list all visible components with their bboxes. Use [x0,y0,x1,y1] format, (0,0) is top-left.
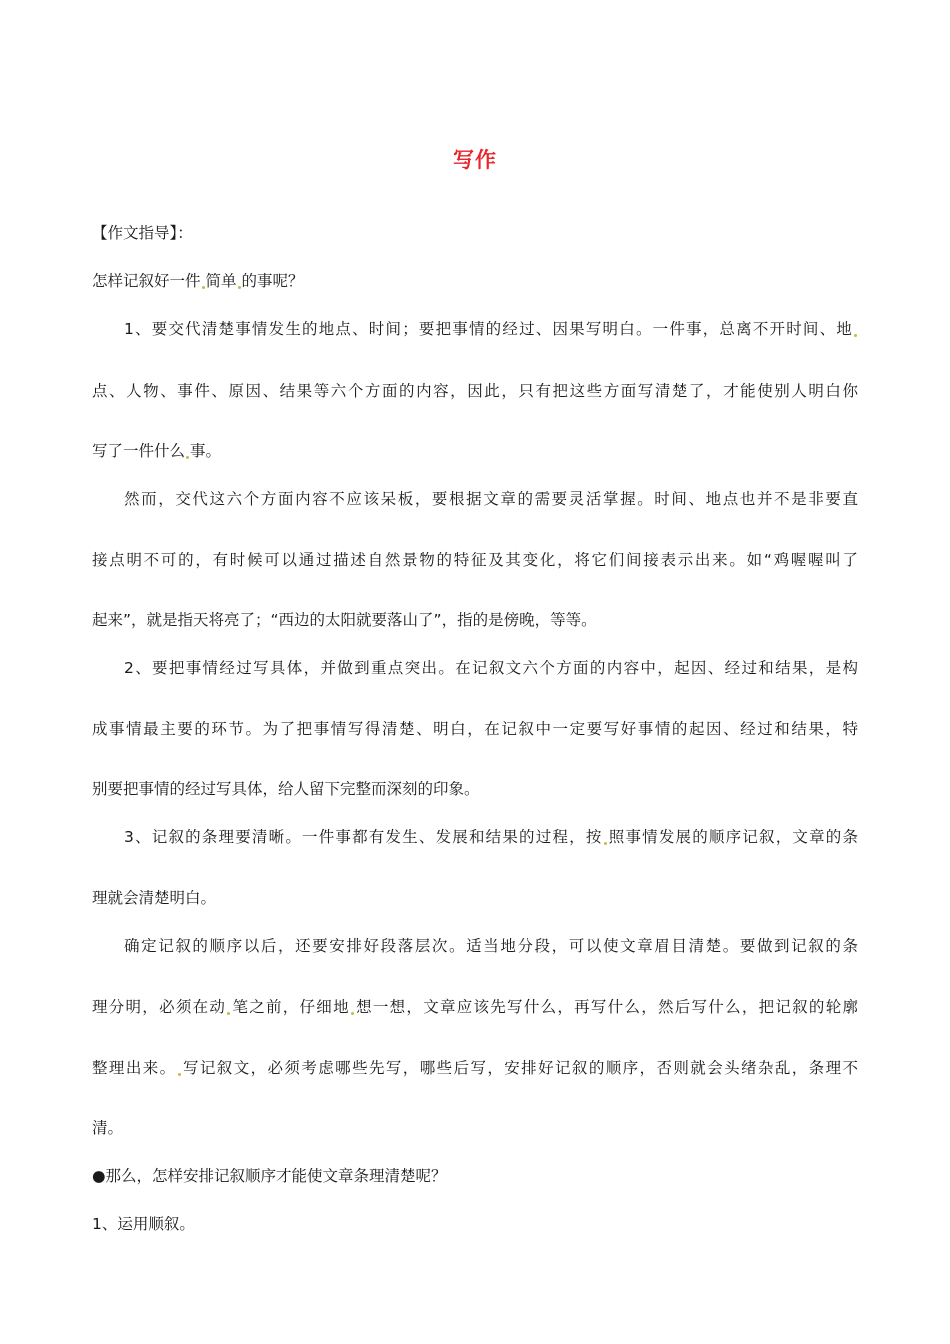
p5-line-2a: 理分明，必须在动 [92,998,227,1016]
p3-line-1: 2、要把事情经过写具体，并做到重点突出。在记叙文六个方面的内容中，起因、经过和结果，是构 [124,659,858,677]
p5-line-2c: 想一想，文章应该先写什么，再写什么，然后写什么，把记叙的轮廓 [354,998,858,1016]
page-title: 写作 [453,148,497,172]
p2-line-1: 然而，交代这六个方面内容不应该呆板，要根据文章的需要灵活掌握。时间、地点也并不是非要直 [124,490,858,508]
p5-line-2b: 笔之前，仔细地 [231,998,350,1016]
emphasis-dot [854,334,857,337]
p5-line-1: 确定记叙的顺序以后，还要安排好段落层次。适当地分段，可以使文章眉目清楚。要做到记叙的条 [124,937,858,955]
p2-line-2: 接点明不可的，有时候可以通过描述自然景物的特征及其变化，将它们间接表示出来。如“鸡喔喔叫了 [92,551,858,569]
emphasis-dot [178,1073,181,1076]
p1-line-3 [92,440,221,462]
emphasis-dot [227,1012,230,1015]
p1-line-2: 点、人物、事件、原因、结果等六个方面的内容，因此，只有把这些方面写清楚了，才能使别人明白你 [92,382,858,400]
p3-line-2: 成事情最主要的环节。为了把事情写得清楚、明白，在记叙中一定要写好事情的起因、经过和结果，特 [92,720,858,738]
p2-line-3: 起来”，就是指天将亮了；“西边的太阳就要落山了”，指的是傍晚，等等。 [92,611,597,629]
section-heading: 【作文指导】： [92,224,193,242]
question-part-1: 怎样记叙好一件 [92,272,201,290]
p5-line-2 [92,996,858,1018]
question-part-2: 简单 [205,272,237,290]
question-part-3: 的事呢？ [241,272,304,290]
p4-line-1 [124,826,858,848]
p4-line-1a: 3、记叙的条理要清晰。一件事都有发生、发展和结果的过程，按 [124,828,603,846]
p3-line-3: 别要把事情的经过写具体，给人留下完整而深刻的印象。 [92,780,480,798]
p1-line-1 [124,318,858,340]
p4-line-2: 理就会清楚明白。 [92,889,217,907]
item-1: 1、运用顺叙。 [92,1215,195,1233]
p5-line-3 [92,1057,858,1079]
p5-line-3b: 写记叙文，必须考虑哪些先写，哪些后写，安排好记叙的顺序，否则就会头绪杂乱，条理不 [181,1059,858,1077]
p4-line-1b: 照事情发展的顺序记叙，文章的条 [607,828,858,846]
question-line [92,270,304,292]
p5-line-4: 清。 [92,1119,124,1137]
emphasis-dot [351,1012,354,1015]
p5-line-3a: 整理出来。 [92,1059,177,1077]
p1-line-1-text: 1、要交代清楚事情发生的地点、时间；要把事情的经过、因果写明白。一件事，总离不开时间、地 [124,320,853,338]
emphasis-dot [238,286,241,289]
emphasis-dot [202,286,205,289]
bullet-question: ●那么，怎样安排记叙顺序才能使文章条理清楚呢？ [92,1167,447,1185]
emphasis-dot [604,842,607,845]
p1-line-3a: 写了一件什么 [92,442,186,460]
p1-line-3b: 事。 [190,442,222,460]
emphasis-dot [186,456,189,459]
